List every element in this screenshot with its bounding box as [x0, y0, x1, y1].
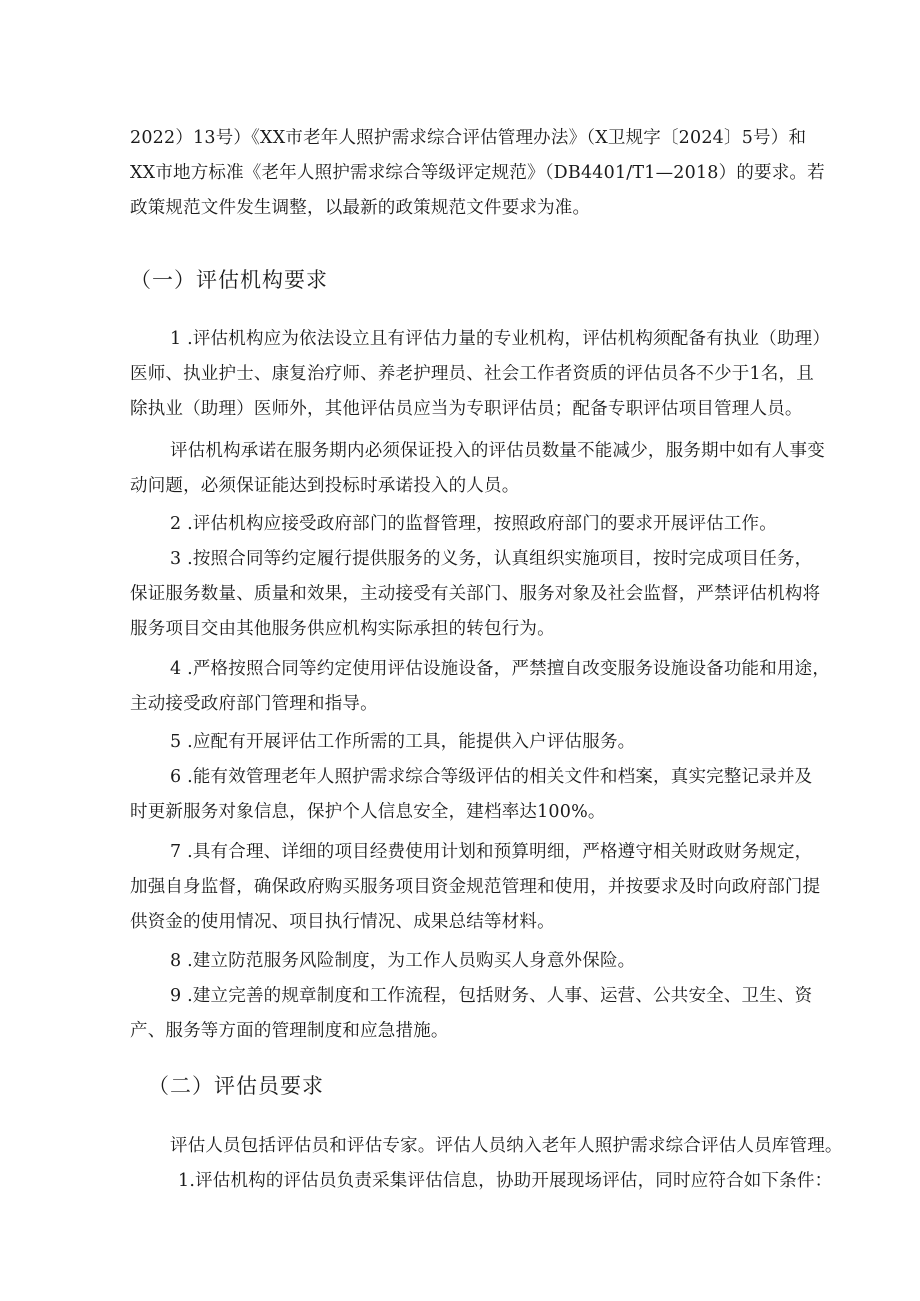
item-5-line-1: 5 .应配有开展评估工作所需的工具，能提供入户评估服务。: [170, 732, 636, 752]
item-3-line-2: 保证服务数量、质量和效果，主动接受有关部门、服务对象及社会监督，严禁评估机构将: [130, 584, 821, 604]
item-4-line-1: 4 .严格按照合同等约定使用评估设施设备，严禁擅自改变服务设施设备功能和用途，: [170, 659, 831, 679]
item-8-line-1: 8 .建立防范服务风险制度，为工作人员购买人身意外保险。: [170, 951, 636, 971]
item-7-line-1: 7 .具有合理、详细的项目经费使用计划和预算明细，严格遵守相关财政财务规定，: [170, 842, 813, 862]
item-1-line-3: 除执业（助理）医师外，其他评估员应当为专职评估员；配备专职评估项目管理人员。: [130, 399, 803, 419]
item-6-line-2: 时更新服务对象信息，保护个人信息安全，建档率达100%。: [130, 802, 606, 822]
item-7-line-3: 供资金的使用情况、项目执行情况、成果总结等材料。: [130, 912, 555, 932]
item-6-line-1: 6 .能有效管理老年人照护需求综合等级评估的相关文件和档案，真实完整记录并及: [170, 767, 813, 787]
section-1-heading: （一）评估机构要求: [130, 268, 328, 292]
intro-line-1: 2022）13号）《XX市老年人照护需求综合评估管理办法》（X卫规字〔2024〕5号）和: [130, 128, 807, 148]
item-3-line-1: 3 .按照合同等约定履行提供服务的义务，认真组织实施项目，按时完成项目任务，: [170, 549, 813, 569]
item-9-line-1: 9 .建立完善的规章制度和工作流程，包括财务、人事、运营、公共安全、卫生、资: [170, 986, 813, 1006]
intro-line-2: XX市地方标准《老年人照护需求综合等级评定规范》（DB4401/T1—2018）的要求。若: [130, 163, 825, 183]
item-9-line-2: 产、服务等方面的管理制度和应急措施。: [130, 1021, 449, 1041]
section-2-line-1: 评估人员包括评估员和评估专家。评估人员纳入老年人照护需求综合评估人员库管理。: [170, 1136, 843, 1156]
item-1-line-2: 医师、执业护士、康复治疗师、养老护理员、社会工作者资质的评估员各不少于1名，且: [130, 364, 814, 384]
item-3-line-3: 服务项目交由其他服务供应机构实际承担的转包行为。: [130, 619, 555, 639]
item-1b-line-1: 评估机构承诺在服务期内必须保证投入的评估员数量不能减少，服务期中如有人事变: [170, 441, 825, 461]
item-7-line-2: 加强自身监督，确保政府购买服务项目资金规范管理和使用，并按要求及时向政府部门提: [130, 877, 821, 897]
section-2-heading: （二）评估员要求: [148, 1074, 324, 1098]
section-2-line-2: 1.评估机构的评估员负责采集评估信息，协助开展现场评估，同时应符合如下条件：: [178, 1171, 833, 1191]
intro-line-3: 政策规范文件发生调整，以最新的政策规范文件要求为准。: [130, 198, 591, 218]
item-1b-line-2: 动问题，必须保证能达到投标时承诺投入的人员。: [130, 476, 520, 496]
item-2-line-1: 2 .评估机构应接受政府部门的监督管理，按照政府部门的要求开展评估工作。: [170, 514, 777, 534]
item-1-line-1: 1 .评估机构应为依法设立且有评估力量的专业机构，评估机构须配备有执业（助理）: [170, 329, 831, 349]
item-4-line-2: 主动接受政府部门管理和指导。: [130, 694, 378, 714]
